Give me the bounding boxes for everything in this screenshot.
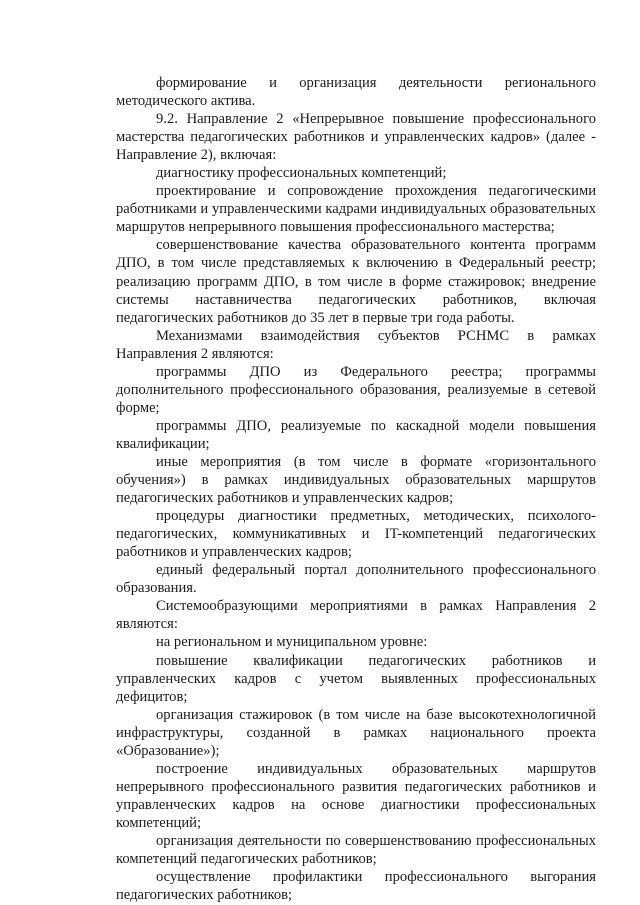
paragraph: на региональном и муниципальном уровне: [156, 634, 428, 651]
paragraph: 9.2. Направление 2 «Непрерывное повышение профессионального мастерства педагогических работников и управленческих кадров» (далее - Направление 2), включая: [116, 111, 596, 164]
paragraph: программы ДПО, реализуемые по каскадной модели повышения квалификации; [116, 417, 596, 452]
paragraph: иные мероприятия (в том числе в формате «горизонтального обучения») в рамках индивидуальных образовательных маршрутов педагогических работников и управленческих кадров; [116, 453, 596, 507]
paragraph: организация стажировок (в том числе на базе высокотехнологичной инфраструктуры, созданной в рамках национального проекта «Образование»); [116, 706, 596, 759]
paragraph: формирование и организация деятельности регионального методического актива. [116, 75, 596, 110]
paragraph: осуществление профилактики профессионального выгорания педагогических работников; [116, 869, 596, 904]
paragraph: построение индивидуальных образовательных маршрутов непрерывного профессионального развития педагогических работников и управленческих кадров на основе диагностики профессиональных компетенций; [116, 760, 596, 831]
paragraph: программы ДПО из Федерального реестра; программы дополнительного профессионального образования, реализуемые в сетевой форме; [116, 363, 596, 416]
paragraph: единый федеральный портал дополнительного профессионального образования. [116, 562, 596, 597]
paragraph: процедуры диагностики предметных, методических, психолого-педагогических, коммуникативных и IT-компетенций педагогических работников и управленческих кадров; [116, 508, 596, 561]
document-body [116, 74, 596, 904]
paragraph: организация деятельности по совершенствованию профессиональных компетенций педагогических работников; [116, 832, 596, 868]
paragraph: Механизмами взаимодействия субъектов РСНМС в рамках Направления 2 являются: [116, 327, 596, 362]
paragraph: повышение квалификации педагогических работников и управленческих кадров с учетом выявленных профессиональных дефицитов; [116, 652, 596, 705]
paragraph: проектирование и сопровождение прохождения педагогическими работниками и управленческими кадрами индивидуальных образовательных маршрутов непрерывного повышения профессионального мастерства; [116, 183, 596, 236]
paragraph: Системообразующими мероприятиями в рамках Направления 2 являются: [116, 598, 596, 633]
paragraph: диагностику профессиональных компетенций; [156, 165, 447, 182]
paragraph: совершенствование качества образовательного контента программ ДПО, в том числе представляемых к включению в Федеральный реестр; реализацию программ ДПО, в том числе в форме стажировок; внедрение системы наставничества педагогических работников, включая педагогических работников до 35 лет в первые три года работы. [116, 237, 596, 326]
